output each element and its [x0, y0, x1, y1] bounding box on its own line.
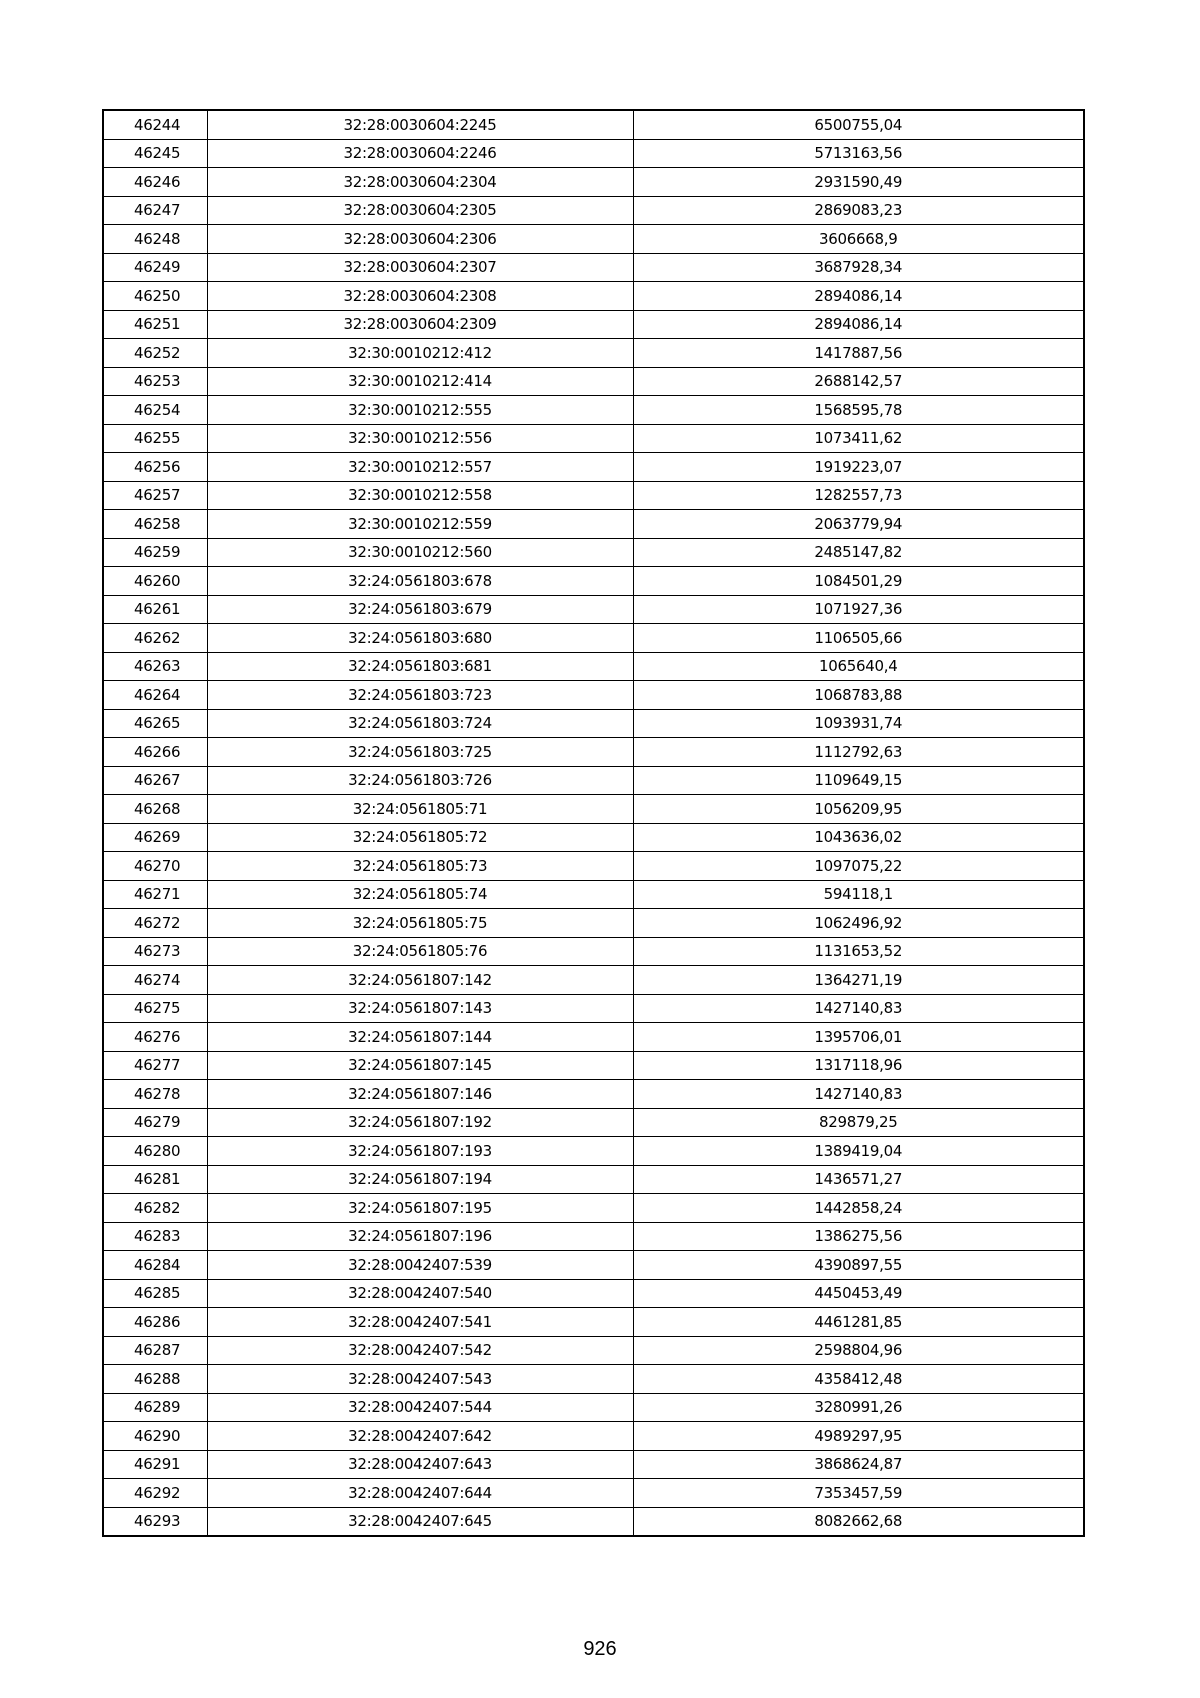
row-number-cell: 46282 — [103, 1194, 207, 1223]
table-row — [103, 1251, 1084, 1280]
cadastral-number-cell: 32:24:0561807:194 — [207, 1165, 633, 1194]
cadastral-number-cell: 32:28:0030604:2307 — [207, 253, 633, 282]
cadastral-number-cell: 32:30:0010212:555 — [207, 396, 633, 425]
row-number-cell: 46283 — [103, 1222, 207, 1251]
cadastral-value-cell: 1068783,88 — [633, 681, 1084, 710]
row-number-cell: 46253 — [103, 367, 207, 396]
cadastral-value-cell: 1386275,56 — [633, 1222, 1084, 1251]
table-row — [103, 1336, 1084, 1365]
row-number-cell: 46244 — [103, 110, 207, 139]
cadastral-value-cell: 1097075,22 — [633, 852, 1084, 881]
table-row — [103, 1450, 1084, 1479]
cadastral-number-cell: 32:30:0010212:556 — [207, 424, 633, 453]
cadastral-value-cell: 1317118,96 — [633, 1051, 1084, 1080]
row-number-cell: 46284 — [103, 1251, 207, 1280]
cadastral-value-table — [102, 109, 1085, 1537]
cadastral-number-cell: 32:24:0561803:679 — [207, 595, 633, 624]
cadastral-number-cell: 32:24:0561807:192 — [207, 1108, 633, 1137]
cadastral-number-cell: 32:28:0042407:541 — [207, 1308, 633, 1337]
cadastral-number-cell: 32:28:0030604:2306 — [207, 225, 633, 254]
row-number-cell: 46277 — [103, 1051, 207, 1080]
cadastral-value-cell: 1395706,01 — [633, 1023, 1084, 1052]
cadastral-value-cell: 1427140,83 — [633, 1080, 1084, 1109]
row-number-cell: 46273 — [103, 937, 207, 966]
row-number-cell: 46261 — [103, 595, 207, 624]
cadastral-value-cell: 2485147,82 — [633, 538, 1084, 567]
table-row — [103, 196, 1084, 225]
cadastral-value-cell: 1282557,73 — [633, 481, 1084, 510]
cadastral-number-cell: 32:24:0561807:146 — [207, 1080, 633, 1109]
cadastral-number-cell: 32:30:0010212:414 — [207, 367, 633, 396]
cadastral-value-cell: 829879,25 — [633, 1108, 1084, 1137]
table-row — [103, 567, 1084, 596]
table-row — [103, 1137, 1084, 1166]
row-number-cell: 46260 — [103, 567, 207, 596]
row-number-cell: 46264 — [103, 681, 207, 710]
cadastral-number-cell: 32:30:0010212:412 — [207, 339, 633, 368]
row-number-cell: 46266 — [103, 738, 207, 767]
cadastral-number-cell: 32:24:0561803:681 — [207, 652, 633, 681]
cadastral-number-cell: 32:24:0561807:195 — [207, 1194, 633, 1223]
cadastral-value-cell: 1093931,74 — [633, 709, 1084, 738]
cadastral-value-cell: 594118,1 — [633, 880, 1084, 909]
cadastral-number-cell: 32:28:0030604:2245 — [207, 110, 633, 139]
cadastral-value-cell: 2063779,94 — [633, 510, 1084, 539]
cadastral-value-cell: 1056209,95 — [633, 795, 1084, 824]
table-row — [103, 282, 1084, 311]
cadastral-number-cell: 32:24:0561807:145 — [207, 1051, 633, 1080]
cadastral-value-cell: 1389419,04 — [633, 1137, 1084, 1166]
cadastral-number-cell: 32:28:0042407:642 — [207, 1422, 633, 1451]
row-number-cell: 46288 — [103, 1365, 207, 1394]
row-number-cell: 46256 — [103, 453, 207, 482]
cadastral-value-cell: 1073411,62 — [633, 424, 1084, 453]
table-row — [103, 852, 1084, 881]
row-number-cell: 46289 — [103, 1393, 207, 1422]
cadastral-value-cell: 1442858,24 — [633, 1194, 1084, 1223]
cadastral-number-cell: 32:24:0561805:74 — [207, 880, 633, 909]
cadastral-value-cell: 2894086,14 — [633, 282, 1084, 311]
table-row — [103, 1507, 1084, 1536]
row-number-cell: 46278 — [103, 1080, 207, 1109]
table-row — [103, 1023, 1084, 1052]
table-row — [103, 909, 1084, 938]
row-number-cell: 46270 — [103, 852, 207, 881]
cadastral-number-cell: 32:24:0561805:72 — [207, 823, 633, 852]
cadastral-number-cell: 32:24:0561803:726 — [207, 766, 633, 795]
cadastral-value-cell: 1131653,52 — [633, 937, 1084, 966]
row-number-cell: 46269 — [103, 823, 207, 852]
cadastral-value-cell: 8082662,68 — [633, 1507, 1084, 1536]
cadastral-value-cell: 3868624,87 — [633, 1450, 1084, 1479]
table-row — [103, 1365, 1084, 1394]
row-number-cell: 46251 — [103, 310, 207, 339]
row-number-cell: 46279 — [103, 1108, 207, 1137]
cadastral-value-cell: 1568595,78 — [633, 396, 1084, 425]
table-row — [103, 738, 1084, 767]
cadastral-number-cell: 32:24:0561807:196 — [207, 1222, 633, 1251]
row-number-cell: 46245 — [103, 139, 207, 168]
cadastral-value-cell: 3606668,9 — [633, 225, 1084, 254]
row-number-cell: 46275 — [103, 994, 207, 1023]
table-row — [103, 709, 1084, 738]
cadastral-value-cell: 1084501,29 — [633, 567, 1084, 596]
table-row — [103, 1194, 1084, 1223]
cadastral-value-cell: 1364271,19 — [633, 966, 1084, 995]
cadastral-value-cell: 6500755,04 — [633, 110, 1084, 139]
cadastral-value-cell: 1106505,66 — [633, 624, 1084, 653]
table-row — [103, 424, 1084, 453]
row-number-cell: 46265 — [103, 709, 207, 738]
cadastral-number-cell: 32:28:0042407:645 — [207, 1507, 633, 1536]
row-number-cell: 46263 — [103, 652, 207, 681]
cadastral-value-cell: 4461281,85 — [633, 1308, 1084, 1337]
cadastral-value-cell: 2894086,14 — [633, 310, 1084, 339]
table-row — [103, 795, 1084, 824]
table-row — [103, 538, 1084, 567]
cadastral-number-cell: 32:24:0561803:680 — [207, 624, 633, 653]
row-number-cell: 46281 — [103, 1165, 207, 1194]
row-number-cell: 46287 — [103, 1336, 207, 1365]
table-row — [103, 110, 1084, 139]
cadastral-number-cell: 32:28:0042407:540 — [207, 1279, 633, 1308]
row-number-cell: 46276 — [103, 1023, 207, 1052]
row-number-cell: 46248 — [103, 225, 207, 254]
cadastral-number-cell: 32:24:0561807:193 — [207, 1137, 633, 1166]
cadastral-number-cell: 32:30:0010212:557 — [207, 453, 633, 482]
row-number-cell: 46252 — [103, 339, 207, 368]
table-row — [103, 880, 1084, 909]
row-number-cell: 46262 — [103, 624, 207, 653]
row-number-cell: 46267 — [103, 766, 207, 795]
row-number-cell: 46271 — [103, 880, 207, 909]
cadastral-number-cell: 32:30:0010212:560 — [207, 538, 633, 567]
table-body — [103, 110, 1084, 1536]
cadastral-value-cell: 1436571,27 — [633, 1165, 1084, 1194]
cadastral-value-cell: 1112792,63 — [633, 738, 1084, 767]
row-number-cell: 46246 — [103, 168, 207, 197]
table-row — [103, 453, 1084, 482]
cadastral-value-cell: 1919223,07 — [633, 453, 1084, 482]
table-row — [103, 1422, 1084, 1451]
cadastral-number-cell: 32:24:0561807:142 — [207, 966, 633, 995]
cadastral-number-cell: 32:24:0561807:143 — [207, 994, 633, 1023]
row-number-cell: 46247 — [103, 196, 207, 225]
cadastral-value-cell: 1065640,4 — [633, 652, 1084, 681]
cadastral-number-cell: 32:24:0561803:678 — [207, 567, 633, 596]
cadastral-value-cell: 5713163,56 — [633, 139, 1084, 168]
table-row — [103, 225, 1084, 254]
table-row — [103, 510, 1084, 539]
row-number-cell: 46290 — [103, 1422, 207, 1451]
table-row — [103, 396, 1084, 425]
cadastral-value-cell: 2931590,49 — [633, 168, 1084, 197]
cadastral-number-cell: 32:28:0042407:539 — [207, 1251, 633, 1280]
row-number-cell: 46257 — [103, 481, 207, 510]
table-row — [103, 253, 1084, 282]
row-number-cell: 46291 — [103, 1450, 207, 1479]
cadastral-value-cell: 2869083,23 — [633, 196, 1084, 225]
cadastral-number-cell: 32:28:0042407:643 — [207, 1450, 633, 1479]
table-row — [103, 1080, 1084, 1109]
cadastral-number-cell: 32:30:0010212:558 — [207, 481, 633, 510]
row-number-cell: 46286 — [103, 1308, 207, 1337]
table-row — [103, 1279, 1084, 1308]
cadastral-value-cell: 4390897,55 — [633, 1251, 1084, 1280]
table-row — [103, 168, 1084, 197]
row-number-cell: 46274 — [103, 966, 207, 995]
row-number-cell: 46280 — [103, 1137, 207, 1166]
cadastral-number-cell: 32:28:0042407:543 — [207, 1365, 633, 1394]
table-row — [103, 652, 1084, 681]
cadastral-value-cell: 7353457,59 — [633, 1479, 1084, 1508]
cadastral-value-cell: 2598804,96 — [633, 1336, 1084, 1365]
cadastral-number-cell: 32:24:0561805:76 — [207, 937, 633, 966]
table-row — [103, 1051, 1084, 1080]
row-number-cell: 46268 — [103, 795, 207, 824]
table-row — [103, 139, 1084, 168]
cadastral-number-cell: 32:28:0042407:544 — [207, 1393, 633, 1422]
table-row — [103, 1108, 1084, 1137]
cadastral-number-cell: 32:24:0561805:73 — [207, 852, 633, 881]
table-row — [103, 1393, 1084, 1422]
cadastral-value-cell: 4989297,95 — [633, 1422, 1084, 1451]
cadastral-value-cell: 4450453,49 — [633, 1279, 1084, 1308]
table-row — [103, 310, 1084, 339]
table-row — [103, 1479, 1084, 1508]
table-row — [103, 823, 1084, 852]
cadastral-number-cell: 32:28:0042407:542 — [207, 1336, 633, 1365]
cadastral-number-cell: 32:28:0030604:2246 — [207, 139, 633, 168]
cadastral-value-cell: 4358412,48 — [633, 1365, 1084, 1394]
cadastral-number-cell: 32:24:0561805:71 — [207, 795, 633, 824]
table-row — [103, 766, 1084, 795]
cadastral-number-cell: 32:24:0561803:723 — [207, 681, 633, 710]
cadastral-number-cell: 32:28:0042407:644 — [207, 1479, 633, 1508]
cadastral-value-cell: 3687928,34 — [633, 253, 1084, 282]
cadastral-value-cell: 3280991,26 — [633, 1393, 1084, 1422]
table-row — [103, 624, 1084, 653]
page-number: 926 — [583, 1638, 617, 1660]
row-number-cell: 46254 — [103, 396, 207, 425]
row-number-cell: 46285 — [103, 1279, 207, 1308]
table-row — [103, 367, 1084, 396]
row-number-cell: 46255 — [103, 424, 207, 453]
row-number-cell: 46259 — [103, 538, 207, 567]
cadastral-number-cell: 32:24:0561805:75 — [207, 909, 633, 938]
cadastral-value-cell: 1071927,36 — [633, 595, 1084, 624]
row-number-cell: 46250 — [103, 282, 207, 311]
cadastral-number-cell: 32:28:0030604:2304 — [207, 168, 633, 197]
cadastral-value-cell: 1062496,92 — [633, 909, 1084, 938]
cadastral-number-cell: 32:30:0010212:559 — [207, 510, 633, 539]
table-row — [103, 966, 1084, 995]
row-number-cell: 46258 — [103, 510, 207, 539]
row-number-cell: 46249 — [103, 253, 207, 282]
cadastral-number-cell: 32:24:0561807:144 — [207, 1023, 633, 1052]
cadastral-value-cell: 2688142,57 — [633, 367, 1084, 396]
table-row — [103, 1308, 1084, 1337]
cadastral-value-cell: 1417887,56 — [633, 339, 1084, 368]
table-row — [103, 994, 1084, 1023]
cadastral-value-cell: 1109649,15 — [633, 766, 1084, 795]
cadastral-number-cell: 32:24:0561803:724 — [207, 709, 633, 738]
table-row — [103, 481, 1084, 510]
table-row — [103, 937, 1084, 966]
table-row — [103, 681, 1084, 710]
cadastral-value-cell: 1043636,02 — [633, 823, 1084, 852]
cadastral-number-cell: 32:28:0030604:2309 — [207, 310, 633, 339]
cadastral-number-cell: 32:28:0030604:2305 — [207, 196, 633, 225]
cadastral-value-cell: 1427140,83 — [633, 994, 1084, 1023]
row-number-cell: 46292 — [103, 1479, 207, 1508]
table-row — [103, 595, 1084, 624]
row-number-cell: 46272 — [103, 909, 207, 938]
row-number-cell: 46293 — [103, 1507, 207, 1536]
cadastral-number-cell: 32:28:0030604:2308 — [207, 282, 633, 311]
table-row — [103, 1165, 1084, 1194]
cadastral-number-cell: 32:24:0561803:725 — [207, 738, 633, 767]
table-row — [103, 1222, 1084, 1251]
table-row — [103, 339, 1084, 368]
